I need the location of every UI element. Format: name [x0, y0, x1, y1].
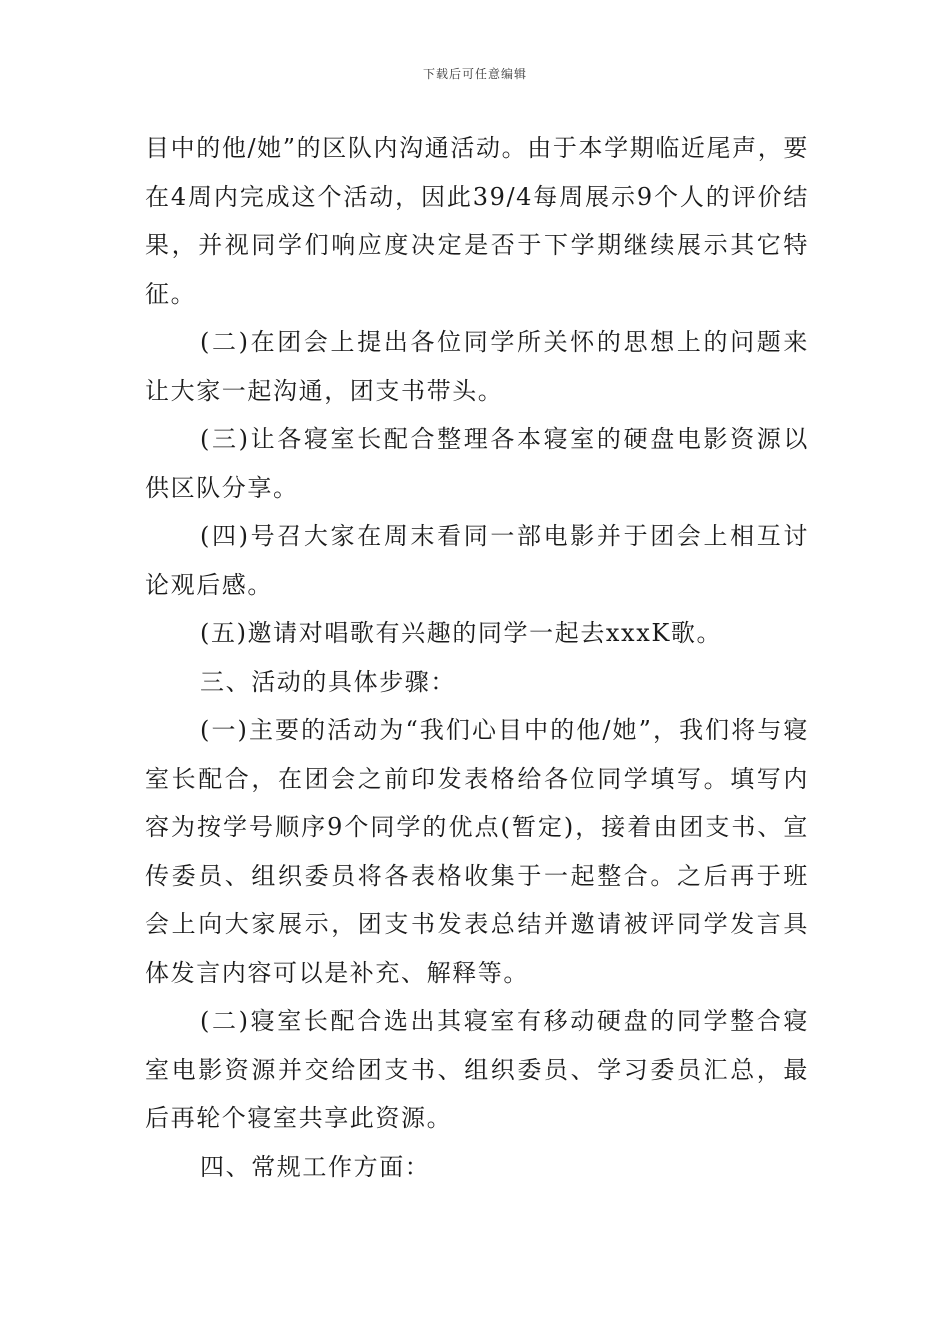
paragraph-7: (二)寝室长配合选出其寝室有移动硬盘的同学整合寝室电影资源并交给团支书、组织委员、学习委员汇总，最后再轮个寝室共享此资源。: [145, 1007, 809, 1132]
section-heading-4: 四、常规工作方面：: [200, 1152, 431, 1181]
paragraph-5: (五)邀请对唱歌有兴趣的同学一起去xxxK歌。: [200, 619, 723, 647]
paragraph-4: (四)号召大家在周末看同一部电影并于团会上相互讨论观后感。: [145, 522, 809, 599]
paragraph-6: (一)主要的活动为“我们心目中的他/她”，我们将与寝室长配合，在团会之前印发表格给各位同学填写。填写内容为按学号顺序9个同学的优点(暂定)，接着由团支书、宣传委员、组织委员将各表格收集于一起整合。之后再于班会上向大家展示，团支书发表总结并邀请被评同学发言具体发言内容可以是补充、解释等。: [145, 716, 809, 987]
section-heading-3: 三、活动的具体步骤：: [200, 667, 456, 696]
paragraph-3: (三)让各寝室长配合整理各本寝室的硬盘电影资源以供区队分享。: [145, 425, 809, 502]
paragraph-1: 目中的他/她”的区队内沟通活动。由于本学期临近尾声，要在4周内完成这个活动，因此39/4每周展示9个人的评价结果，并视同学们响应度决定是否于下学期继续展示其它特征。: [145, 134, 809, 308]
page-header: 下载后可任意编辑: [422, 67, 527, 81]
paragraph-2: (二)在团会上提出各位同学所关怀的思想上的问题来让大家一起沟通，团支书带头。: [145, 328, 809, 405]
document-body: [145, 124, 809, 1191]
